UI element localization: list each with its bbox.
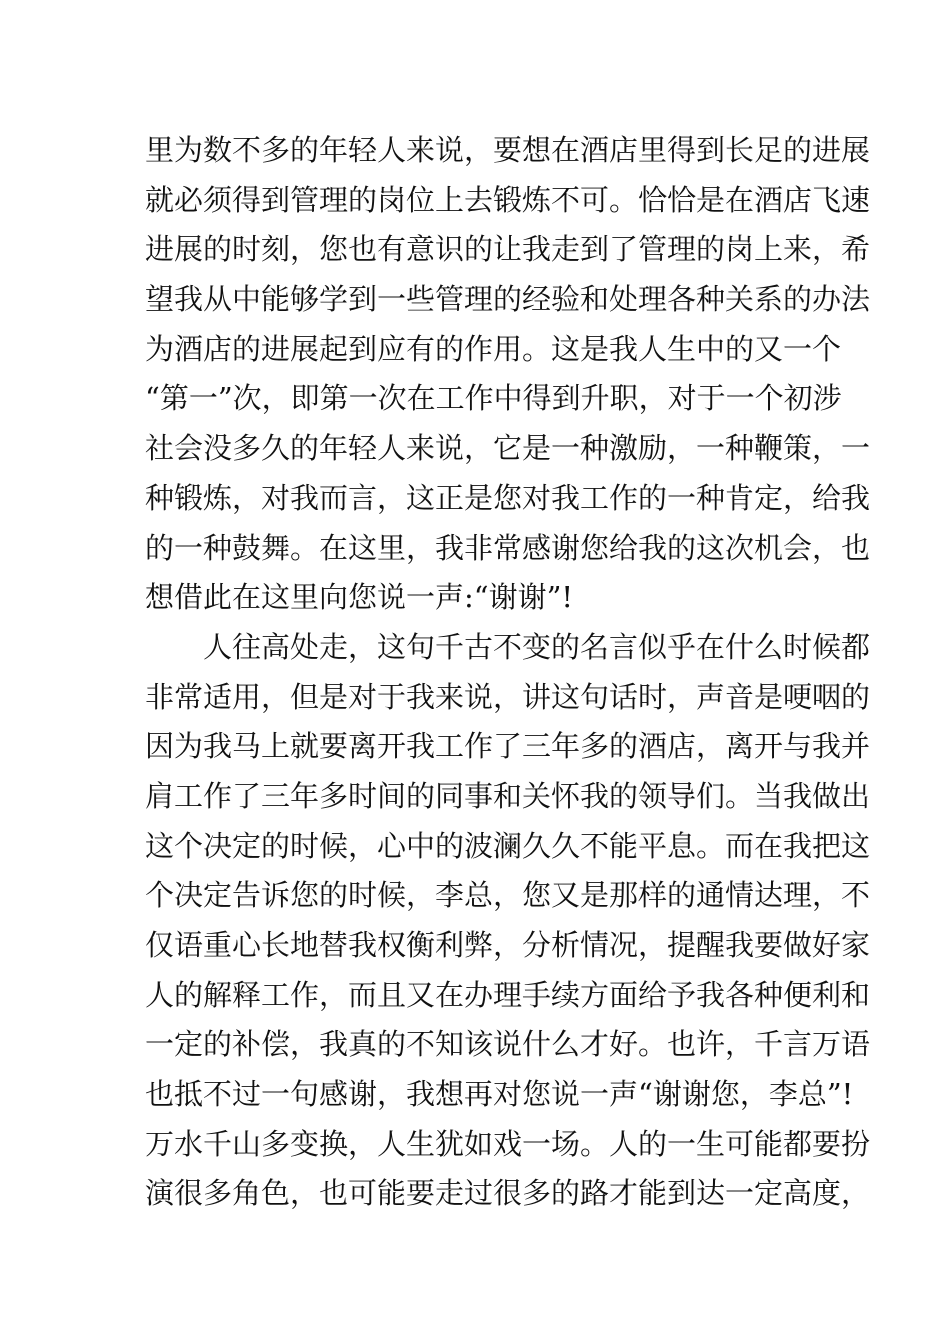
text-line: 种锻炼，对我而言，这正是您对我工作的一种肯定，给我 [145,480,871,515]
text-line: 非常适用，但是对于我来说，讲这句话时，声音是哽咽的 [145,679,871,714]
text-line: 想借此在这里向您说一声:“谢谢”! [145,580,574,615]
text-line: 演很多角色，也可能要走过很多的路才能到达一定高度， [145,1176,871,1211]
text-line: 因为我马上就要离开我工作了三年多的酒店，离开与我并 [145,729,871,764]
text-line: 社会没多久的年轻人来说，它是一种激励，一种鞭策，一 [145,431,871,466]
text-line: 人的解释工作，而且又在办理手续方面给予我各种便利和 [145,977,871,1012]
text-line: 一定的补偿，我真的不知该说什么才好。也许，千言万语 [145,1027,871,1062]
body-text [145,126,871,1219]
text-line: 的一种鼓舞。在这里，我非常感谢您给我的这次机会，也 [145,530,871,565]
text-line: 就必须得到管理的岗位上去锻炼不可。恰恰是在酒店飞速 [145,182,871,217]
text-line: 肩工作了三年多时间的同事和关怀我的领导们。当我做出 [145,778,871,813]
text-line: 进展的时刻，您也有意识的让我走到了管理的岗上来，希 [145,232,871,267]
text-line: 为酒店的进展起到应有的作用。这是我人生中的又一个 [145,331,842,366]
paragraph-first-line: 人往高处走，这句千古不变的名言似乎在什么时候都 [203,629,871,664]
text-line: 里为数不多的年轻人来说，要想在酒店里得到长足的进展 [145,133,871,167]
text-line: “第一”次，即第一次在工作中得到升职，对于一个初涉 [145,381,842,416]
text-line: 万水千山多变换，人生犹如戏一场。人的一生可能都要扮 [145,1126,871,1161]
text-line: 个决定告诉您的时候，李总，您又是那样的通情达理，不 [145,878,871,913]
text-line: 也抵不过一句感谢，我想再对您说一声“谢谢您，李总”! [145,1077,854,1112]
text-line: 望我从中能够学到一些管理的经验和处理各种关系的办法 [145,282,871,317]
text-line: 这个决定的时候，心中的波澜久久不能平息。而在我把这 [145,828,871,863]
text-line: 仅语重心长地替我权衡利弊，分析情况，提醒我要做好家 [145,928,871,962]
